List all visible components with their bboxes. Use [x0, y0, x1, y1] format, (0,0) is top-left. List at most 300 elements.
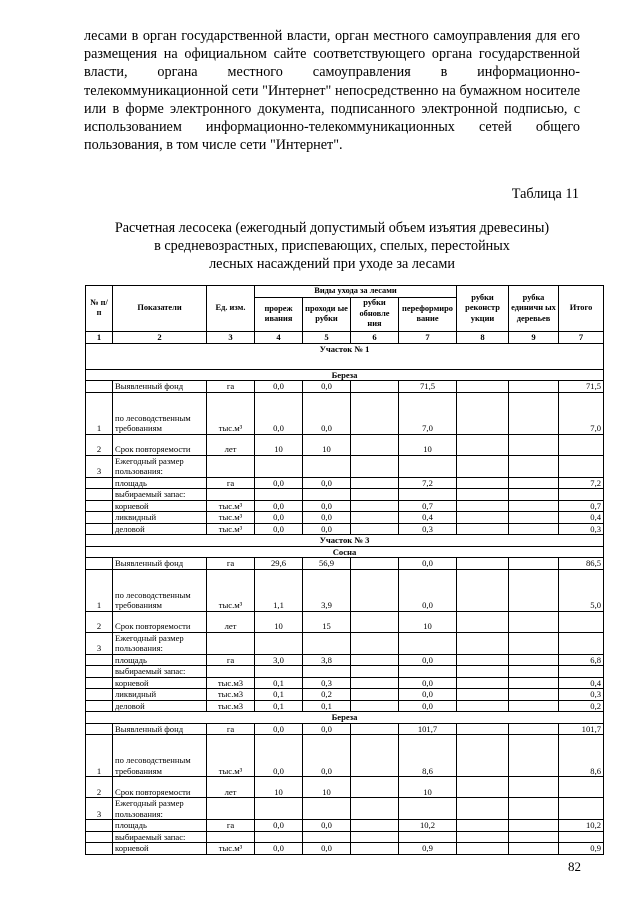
unit-cell: га: [207, 820, 255, 832]
table-row: [86, 777, 604, 798]
column-number: 6: [351, 331, 399, 343]
indicator-name: Ежегодный размер пользования:: [113, 798, 207, 820]
total-value: 7,0: [559, 392, 604, 434]
unit-cell: [207, 455, 255, 477]
thinning-value: 10: [255, 777, 303, 798]
unit-cell: га: [207, 558, 255, 570]
row-number: 2: [86, 611, 113, 632]
column-number: 9: [509, 331, 559, 343]
unit-cell: [207, 632, 255, 654]
total-value: 0,7: [559, 500, 604, 512]
reformation-value: 0,0: [399, 689, 457, 701]
total-value: [559, 632, 604, 654]
column-number: 7: [559, 331, 604, 343]
passage-cuts-value: [303, 831, 351, 843]
table-row: [86, 489, 604, 501]
passage-cuts-value: 0,0: [303, 512, 351, 524]
single-trees-value: [509, 477, 559, 489]
total-value: [559, 666, 604, 678]
thinning-value: 0,1: [255, 700, 303, 712]
reconstruction-value: [457, 500, 509, 512]
table-row: [86, 477, 604, 489]
reconstruction-value: [457, 558, 509, 570]
renewal-cuts-value: [351, 477, 399, 489]
row-number: [86, 820, 113, 832]
unit-cell: тыс.м³: [207, 500, 255, 512]
single-trees-value: [509, 455, 559, 477]
passage-cuts-value: 0,0: [303, 843, 351, 855]
passage-cuts-value: 0,0: [303, 723, 351, 735]
reconstruction-value: [457, 381, 509, 393]
indicator-name: корневой: [113, 500, 207, 512]
table-row: [86, 381, 604, 393]
forest-care-table: [85, 285, 604, 855]
passage-cuts-value: 0,0: [303, 523, 351, 535]
single-trees-value: [509, 558, 559, 570]
reformation-value: [399, 632, 457, 654]
table-row: [86, 677, 604, 689]
passage-cuts-value: 0,0: [303, 500, 351, 512]
table-row: [86, 700, 604, 712]
total-value: 71,5: [559, 381, 604, 393]
reconstruction-value: [457, 735, 509, 777]
renewal-cuts-value: [351, 735, 399, 777]
table-row: [86, 735, 604, 777]
row-number: [86, 677, 113, 689]
species-header-row: [86, 712, 604, 724]
reconstruction-value: [457, 632, 509, 654]
page-number: 82: [568, 859, 581, 874]
table-header: [86, 286, 604, 332]
table-row: [86, 558, 604, 570]
header-single-trees: рубка единичн ых деревьев: [509, 286, 559, 332]
reconstruction-value: [457, 477, 509, 489]
unit-cell: лет: [207, 777, 255, 798]
renewal-cuts-value: [351, 777, 399, 798]
thinning-value: 29,6: [255, 558, 303, 570]
thinning-value: 0,0: [255, 735, 303, 777]
thinning-value: 0,0: [255, 523, 303, 535]
unit-cell: га: [207, 654, 255, 666]
indicator-name: деловой: [113, 700, 207, 712]
table-title-line: Расчетная лесосека (ежегодный допустимый объем изъятия древесины): [114, 220, 550, 236]
thinning-value: 0,0: [255, 512, 303, 524]
reconstruction-value: [457, 700, 509, 712]
reconstruction-value: [457, 455, 509, 477]
reformation-value: 10: [399, 434, 457, 455]
total-value: [559, 831, 604, 843]
single-trees-value: [509, 843, 559, 855]
unit-cell: тыс.м³: [207, 843, 255, 855]
passage-cuts-value: 0,0: [303, 381, 351, 393]
table-row: [86, 831, 604, 843]
unit-cell: га: [207, 723, 255, 735]
row-number: [86, 558, 113, 570]
passage-cuts-value: [303, 632, 351, 654]
row-number: [86, 723, 113, 735]
renewal-cuts-value: [351, 381, 399, 393]
single-trees-value: [509, 820, 559, 832]
single-trees-value: [509, 777, 559, 798]
row-number: [86, 654, 113, 666]
thinning-value: 0,0: [255, 500, 303, 512]
thinning-value: 0,0: [255, 381, 303, 393]
unit-cell: [207, 831, 255, 843]
indicator-name: ликвидный: [113, 512, 207, 524]
reformation-value: 0,0: [399, 654, 457, 666]
indicator-name: выбираемый запас:: [113, 489, 207, 501]
renewal-cuts-value: [351, 523, 399, 535]
table-row: [86, 666, 604, 678]
single-trees-value: [509, 611, 559, 632]
renewal-cuts-value: [351, 392, 399, 434]
reformation-value: 8,6: [399, 735, 457, 777]
table-row: [86, 654, 604, 666]
renewal-cuts-value: [351, 489, 399, 501]
passage-cuts-value: 56,9: [303, 558, 351, 570]
table-row: [86, 798, 604, 820]
unit-cell: лет: [207, 611, 255, 632]
reformation-value: [399, 455, 457, 477]
reformation-value: 0,0: [399, 700, 457, 712]
single-trees-value: [509, 735, 559, 777]
table-row: [86, 455, 604, 477]
single-trees-value: [509, 831, 559, 843]
table-row: [86, 723, 604, 735]
thinning-value: 3,0: [255, 654, 303, 666]
passage-cuts-value: 10: [303, 434, 351, 455]
header-care-types: Виды ухода за лесами: [255, 286, 457, 298]
header-num: № п/п: [86, 286, 113, 332]
thinning-value: 0,1: [255, 689, 303, 701]
total-value: 86,5: [559, 558, 604, 570]
header-passage-cuts: проходи ые рубки: [303, 297, 351, 331]
indicator-name: по лесоводственным требованиям: [113, 569, 207, 611]
row-number: 2: [86, 434, 113, 455]
row-number: [86, 666, 113, 678]
table-title: [84, 219, 580, 273]
passage-cuts-value: 3,8: [303, 654, 351, 666]
renewal-cuts-value: [351, 843, 399, 855]
column-number: 5: [303, 331, 351, 343]
plot-label: Участок № 1: [86, 343, 604, 369]
reconstruction-value: [457, 512, 509, 524]
thinning-value: [255, 489, 303, 501]
reconstruction-value: [457, 820, 509, 832]
unit-cell: тыс.м3: [207, 689, 255, 701]
total-value: 5,0: [559, 569, 604, 611]
species-header-row: [86, 546, 604, 558]
column-numbers-row: [86, 331, 604, 343]
single-trees-value: [509, 523, 559, 535]
single-trees-value: [509, 689, 559, 701]
header-unit: Ед. изм.: [207, 286, 255, 332]
reconstruction-value: [457, 798, 509, 820]
single-trees-value: [509, 700, 559, 712]
header-indicators: Показатели: [113, 286, 207, 332]
renewal-cuts-value: [351, 831, 399, 843]
indicator-name: Срок повторяемости: [113, 434, 207, 455]
single-trees-value: [509, 677, 559, 689]
total-value: [559, 798, 604, 820]
total-value: 0,4: [559, 512, 604, 524]
passage-cuts-value: 0,1: [303, 700, 351, 712]
reconstruction-value: [457, 392, 509, 434]
table-row: [86, 392, 604, 434]
reconstruction-value: [457, 666, 509, 678]
column-number: 4: [255, 331, 303, 343]
renewal-cuts-value: [351, 434, 399, 455]
total-value: 7,2: [559, 477, 604, 489]
reformation-value: 0,9: [399, 843, 457, 855]
passage-cuts-value: 10: [303, 777, 351, 798]
renewal-cuts-value: [351, 500, 399, 512]
total-value: 0,3: [559, 523, 604, 535]
species-header-row: [86, 369, 604, 381]
table-row: [86, 523, 604, 535]
reformation-value: 7,0: [399, 392, 457, 434]
reconstruction-value: [457, 611, 509, 632]
unit-cell: тыс.м³: [207, 735, 255, 777]
indicator-name: Выявленный фонд: [113, 381, 207, 393]
passage-cuts-value: 0,0: [303, 820, 351, 832]
total-value: [559, 455, 604, 477]
row-number: 3: [86, 798, 113, 820]
renewal-cuts-value: [351, 512, 399, 524]
species-label: Сосна: [86, 546, 604, 558]
passage-cuts-value: [303, 489, 351, 501]
total-value: 6,8: [559, 654, 604, 666]
renewal-cuts-value: [351, 723, 399, 735]
reformation-value: [399, 489, 457, 501]
unit-cell: га: [207, 477, 255, 489]
plot-header-row: [86, 535, 604, 547]
passage-cuts-value: 0,2: [303, 689, 351, 701]
reconstruction-value: [457, 831, 509, 843]
reformation-value: 0,0: [399, 677, 457, 689]
row-number: [86, 700, 113, 712]
row-number: [86, 381, 113, 393]
unit-cell: тыс.м3: [207, 700, 255, 712]
total-value: 0,9: [559, 843, 604, 855]
unit-cell: тыс.м³: [207, 569, 255, 611]
row-number: [86, 523, 113, 535]
renewal-cuts-value: [351, 632, 399, 654]
single-trees-value: [509, 632, 559, 654]
single-trees-value: [509, 798, 559, 820]
table-row: [86, 689, 604, 701]
row-number: [86, 477, 113, 489]
unit-cell: тыс.м3: [207, 677, 255, 689]
passage-cuts-value: 0,0: [303, 392, 351, 434]
reconstruction-value: [457, 689, 509, 701]
row-number: 3: [86, 632, 113, 654]
single-trees-value: [509, 392, 559, 434]
indicator-name: ликвидный: [113, 689, 207, 701]
single-trees-value: [509, 723, 559, 735]
column-number: 3: [207, 331, 255, 343]
species-label: Береза: [86, 369, 604, 381]
reformation-value: 10,2: [399, 820, 457, 832]
row-number: [86, 512, 113, 524]
thinning-value: [255, 632, 303, 654]
row-number: [86, 500, 113, 512]
reconstruction-value: [457, 654, 509, 666]
column-number: 7: [399, 331, 457, 343]
reformation-value: [399, 666, 457, 678]
unit-cell: тыс.м³: [207, 523, 255, 535]
table-row: [86, 500, 604, 512]
renewal-cuts-value: [351, 689, 399, 701]
indicator-name: по лесоводственным требованиям: [113, 392, 207, 434]
reconstruction-value: [457, 677, 509, 689]
thinning-value: 0,0: [255, 477, 303, 489]
renewal-cuts-value: [351, 611, 399, 632]
indicator-name: корневой: [113, 677, 207, 689]
single-trees-value: [509, 512, 559, 524]
unit-cell: [207, 489, 255, 501]
thinning-value: 0,0: [255, 843, 303, 855]
reconstruction-value: [457, 489, 509, 501]
total-value: 101,7: [559, 723, 604, 735]
single-trees-value: [509, 569, 559, 611]
table-body: [86, 331, 604, 854]
thinning-value: 10: [255, 611, 303, 632]
body-paragraph: лесами в орган государственной власти, орган местного самоуправления для его размещения на официальном сайте соответствующего органа государственной власти, органа местного самоуправления в информационно-телекоммуникационной сети "Интернет" непосредственно на бумажном носителе или в форме электронного документа, подписанного электронной подписью, с использованием информационно-телекоммуникационных сетей общего пользования, в том числе сети "Интернет".: [84, 28, 580, 154]
renewal-cuts-value: [351, 654, 399, 666]
unit-cell: га: [207, 381, 255, 393]
thinning-value: 0,0: [255, 723, 303, 735]
passage-cuts-value: [303, 455, 351, 477]
renewal-cuts-value: [351, 558, 399, 570]
plot-header-row: [86, 343, 604, 369]
column-number: 8: [457, 331, 509, 343]
single-trees-value: [509, 434, 559, 455]
row-number: 1: [86, 735, 113, 777]
reformation-value: 0,0: [399, 558, 457, 570]
header-reformation: переформиро вание: [399, 297, 457, 331]
plot-label: Участок № 3: [86, 535, 604, 547]
table-row: [86, 434, 604, 455]
renewal-cuts-value: [351, 666, 399, 678]
indicator-name: выбираемый запас:: [113, 666, 207, 678]
single-trees-value: [509, 381, 559, 393]
renewal-cuts-value: [351, 798, 399, 820]
total-value: [559, 611, 604, 632]
reformation-value: 10: [399, 611, 457, 632]
thinning-value: [255, 455, 303, 477]
reconstruction-value: [457, 777, 509, 798]
passage-cuts-value: 3,9: [303, 569, 351, 611]
thinning-value: [255, 831, 303, 843]
indicator-name: Ежегодный размер пользования:: [113, 632, 207, 654]
header-renewal-cuts: рубки обновле ния: [351, 297, 399, 331]
reformation-value: 7,2: [399, 477, 457, 489]
reformation-value: 101,7: [399, 723, 457, 735]
reformation-value: 0,3: [399, 523, 457, 535]
header-total: Итого: [559, 286, 604, 332]
thinning-value: [255, 798, 303, 820]
indicator-name: Выявленный фонд: [113, 723, 207, 735]
table-row: [86, 512, 604, 524]
passage-cuts-value: 0,0: [303, 735, 351, 777]
indicator-name: Срок повторяемости: [113, 777, 207, 798]
indicator-name: по лесоводственным требованиям: [113, 735, 207, 777]
thinning-value: 0,1: [255, 677, 303, 689]
total-value: 0,4: [559, 677, 604, 689]
unit-cell: тыс.м³: [207, 392, 255, 434]
reformation-value: 0,4: [399, 512, 457, 524]
reformation-value: [399, 798, 457, 820]
total-value: [559, 777, 604, 798]
row-number: 2: [86, 777, 113, 798]
passage-cuts-value: [303, 666, 351, 678]
table-row: [86, 611, 604, 632]
reformation-value: [399, 831, 457, 843]
indicator-name: Ежегодный размер пользования:: [113, 455, 207, 477]
reformation-value: 0,0: [399, 569, 457, 611]
indicator-name: деловой: [113, 523, 207, 535]
reconstruction-value: [457, 523, 509, 535]
row-number: [86, 831, 113, 843]
passage-cuts-value: 0,3: [303, 677, 351, 689]
reconstruction-value: [457, 843, 509, 855]
reformation-value: 10: [399, 777, 457, 798]
passage-cuts-value: 0,0: [303, 477, 351, 489]
total-value: [559, 434, 604, 455]
row-number: [86, 489, 113, 501]
total-value: 0,2: [559, 700, 604, 712]
indicator-name: корневой: [113, 843, 207, 855]
indicator-name: площадь: [113, 477, 207, 489]
unit-cell: тыс.м³: [207, 512, 255, 524]
thinning-value: 10: [255, 434, 303, 455]
single-trees-value: [509, 666, 559, 678]
renewal-cuts-value: [351, 677, 399, 689]
species-label: Береза: [86, 712, 604, 724]
indicator-name: Выявленный фонд: [113, 558, 207, 570]
table-row: [86, 820, 604, 832]
table-title-line: лесных насаждений при уходе за лесами: [209, 256, 455, 272]
thinning-value: [255, 666, 303, 678]
row-number: 3: [86, 455, 113, 477]
header-thinning: прореж ивания: [255, 297, 303, 331]
thinning-value: 0,0: [255, 820, 303, 832]
total-value: 0,3: [559, 689, 604, 701]
indicator-name: площадь: [113, 654, 207, 666]
renewal-cuts-value: [351, 569, 399, 611]
row-number: 1: [86, 392, 113, 434]
column-number: 1: [86, 331, 113, 343]
reconstruction-value: [457, 569, 509, 611]
table-row: [86, 569, 604, 611]
table-row: [86, 843, 604, 855]
indicator-name: Срок повторяемости: [113, 611, 207, 632]
table-row: [86, 632, 604, 654]
indicator-name: площадь: [113, 820, 207, 832]
renewal-cuts-value: [351, 700, 399, 712]
renewal-cuts-value: [351, 455, 399, 477]
indicator-name: выбираемый запас:: [113, 831, 207, 843]
table-title-line: в средневозрастных, приспевающих, спелых, перестойных: [154, 238, 510, 254]
renewal-cuts-value: [351, 820, 399, 832]
unit-cell: [207, 666, 255, 678]
unit-cell: [207, 798, 255, 820]
passage-cuts-value: [303, 798, 351, 820]
thinning-value: 1,1: [255, 569, 303, 611]
row-number: 1: [86, 569, 113, 611]
passage-cuts-value: 15: [303, 611, 351, 632]
